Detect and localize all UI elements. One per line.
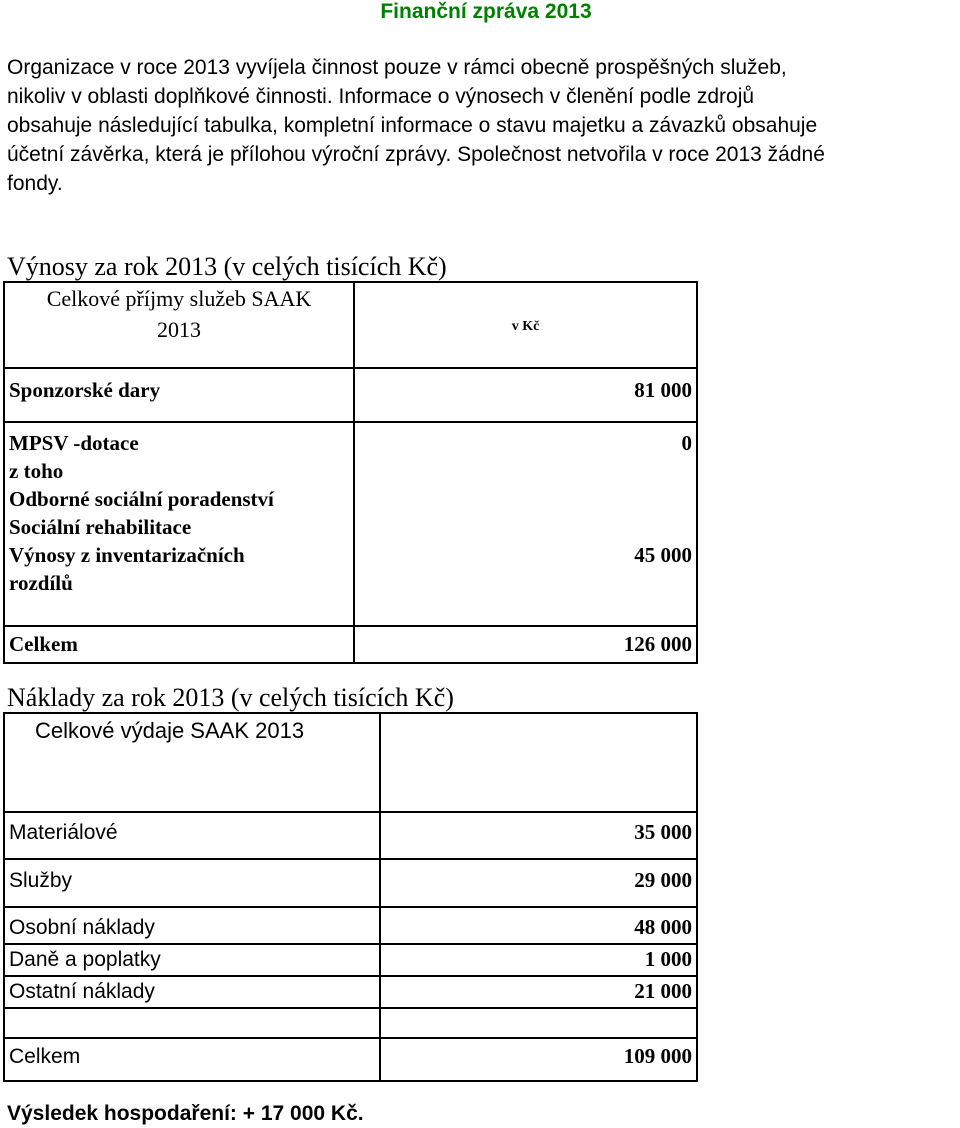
- row-label: Sponzorské dary: [4, 368, 354, 422]
- total-value: 126 000: [354, 626, 697, 663]
- total-value: 109 000: [380, 1038, 697, 1081]
- table-row: [4, 812, 697, 859]
- table-row: [4, 907, 697, 944]
- row-label: Materiálové: [4, 812, 380, 859]
- row-value: [354, 513, 697, 541]
- empty-row: [4, 1008, 697, 1038]
- row-label: Osobní náklady: [4, 907, 380, 944]
- intro-paragraph: [7, 53, 960, 198]
- row-label: Služby: [4, 859, 380, 907]
- table-row: [4, 368, 697, 422]
- table-row: [4, 944, 697, 976]
- row-label: MPSV -dotace: [4, 422, 354, 457]
- row-label: z toho: [4, 457, 354, 485]
- intro-line: účetní závěrka, která je přílohou výroční zprávy. Společnost netvořila v roce 2013 žádné: [7, 143, 825, 166]
- intro-line: nikoliv v oblasti doplňkové činnosti. Informace o výnosech v členění podle zdrojů: [7, 85, 755, 108]
- row-value: 0: [354, 422, 697, 457]
- table-header-row: [4, 282, 697, 368]
- row-value: [354, 457, 697, 485]
- result-line: Výsledek hospodaření: + 17 000 Kč.: [7, 1102, 364, 1125]
- intro-line: obsahuje následující tabulka, kompletní informace o stavu majetku a závazků obsahuje: [7, 114, 818, 137]
- revenue-heading: Výnosy za rok 2013 (v celých tisících Kč): [7, 252, 447, 281]
- page-title: Finanční zpráva 2013: [380, 0, 592, 23]
- intro-line: Organizace v roce 2013 vyvíjela činnost pouze v rámci obecně prospěšných služeb,: [7, 56, 787, 79]
- row-label: Odborné sociální poradenství: [4, 485, 354, 513]
- total-row: [4, 626, 697, 663]
- table-header-row: [4, 713, 697, 812]
- table-row: [4, 422, 697, 457]
- row-value: 45 000: [354, 541, 697, 626]
- revenue-table: [3, 281, 698, 664]
- costs-heading: Náklady za rok 2013 (v celých tisících Kč): [7, 683, 454, 712]
- table-row: [4, 541, 697, 626]
- row-value: [354, 485, 697, 513]
- total-label: Celkem: [4, 1038, 380, 1081]
- table-row: [4, 976, 697, 1008]
- intro-line: fondy.: [7, 172, 63, 195]
- row-label: Sociální rehabilitace: [4, 513, 354, 541]
- costs-header-label: Celkové výdaje SAAK 2013: [4, 713, 380, 812]
- row-label: Daně a poplatky: [4, 944, 380, 976]
- row-value: 81 000: [354, 368, 697, 422]
- costs-table: [3, 712, 698, 1082]
- total-row: [4, 1038, 697, 1081]
- row-label: Výnosy z inventarizačních rozdílů: [4, 541, 354, 626]
- row-label: Ostatní náklady: [4, 976, 380, 1008]
- row-value: 1 000: [380, 944, 697, 976]
- row-value: 48 000: [380, 907, 697, 944]
- row-value: 29 000: [380, 859, 697, 907]
- table-row: [4, 485, 697, 513]
- table-row: [4, 859, 697, 907]
- table-row: [4, 457, 697, 485]
- table-row: [4, 513, 697, 541]
- revenue-header-label: Celkové příjmy služeb SAAK 2013: [4, 282, 354, 368]
- row-value: 21 000: [380, 976, 697, 1008]
- revenue-unit-label: v Kč: [354, 282, 697, 368]
- total-label: Celkem: [4, 626, 354, 663]
- row-value: 35 000: [380, 812, 697, 859]
